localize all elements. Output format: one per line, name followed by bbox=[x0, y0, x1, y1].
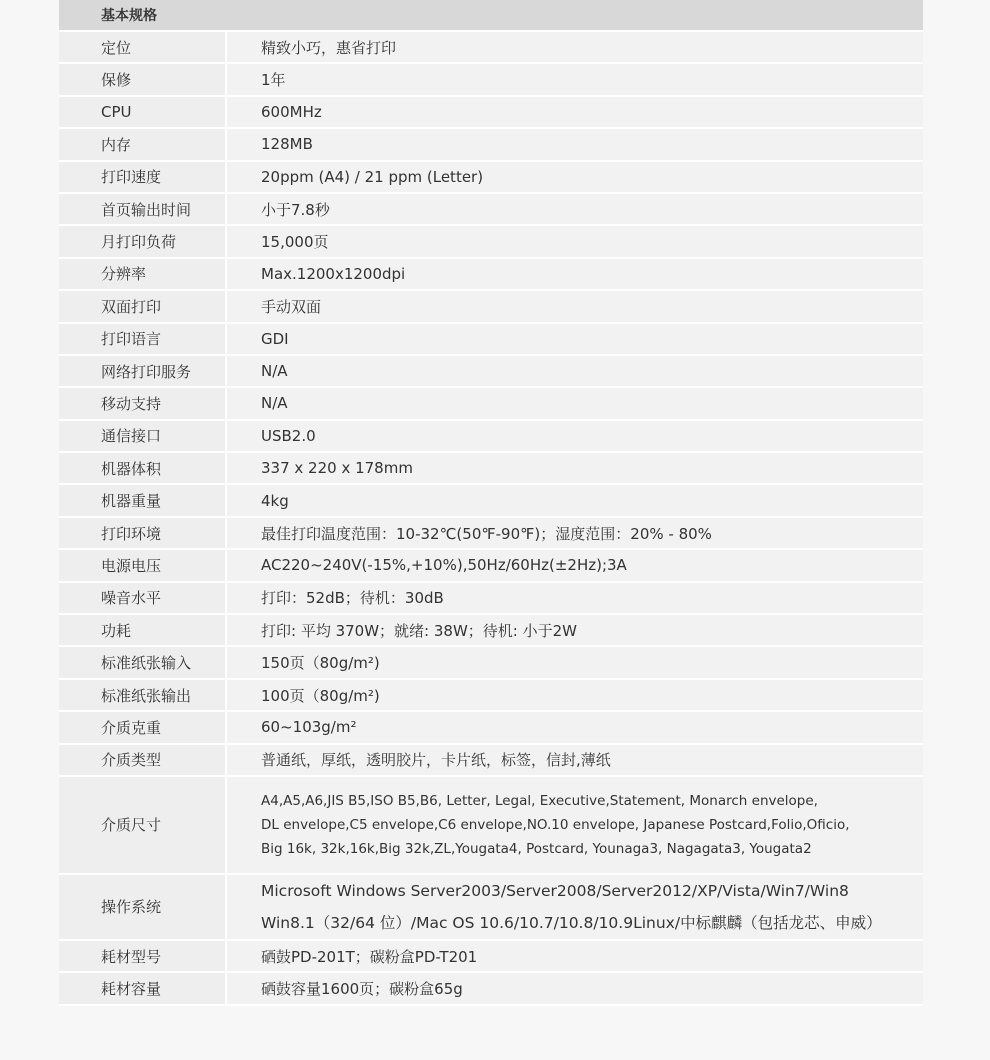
spec-row bbox=[59, 97, 923, 129]
spec-row bbox=[59, 615, 923, 647]
spec-label: 介质尺寸 bbox=[59, 777, 227, 873]
spec-row bbox=[59, 550, 923, 582]
spec-row bbox=[59, 194, 923, 226]
spec-label: 移动支持 bbox=[59, 388, 227, 418]
spec-label: 分辨率 bbox=[59, 259, 227, 289]
spec-label: 保修 bbox=[59, 64, 227, 94]
spec-label: 耗材容量 bbox=[59, 973, 227, 1003]
spec-value: 小于7.8秒 bbox=[227, 194, 923, 224]
spec-row bbox=[59, 356, 923, 388]
spec-value: 150页（80g/m²) bbox=[227, 647, 923, 677]
spec-rows bbox=[59, 32, 923, 777]
spec-value: 精致小巧，惠省打印 bbox=[227, 32, 923, 62]
os-line: Microsoft Windows Server2003/Server2008/Server2012/XP/Vista/Win7/Win8 bbox=[261, 881, 849, 900]
spec-row bbox=[59, 226, 923, 258]
spec-label: 标准纸张输入 bbox=[59, 647, 227, 677]
spec-table bbox=[59, 0, 923, 1006]
spec-value: GDI bbox=[227, 324, 923, 354]
spec-value: 手动双面 bbox=[227, 291, 923, 321]
spec-label: 双面打印 bbox=[59, 291, 227, 321]
spec-value: Max.1200x1200dpi bbox=[227, 259, 923, 289]
spec-label: 机器重量 bbox=[59, 485, 227, 515]
spec-label: 通信接口 bbox=[59, 421, 227, 451]
spec-label: 标准纸张输出 bbox=[59, 680, 227, 710]
spec-value: 普通纸，厚纸，透明胶片，卡片纸，标签，信封,薄纸 bbox=[227, 745, 923, 775]
spec-row bbox=[59, 32, 923, 64]
spec-label: CPU bbox=[59, 97, 227, 127]
spec-label: 机器体积 bbox=[59, 453, 227, 483]
spec-value: 128MB bbox=[227, 129, 923, 159]
spec-row bbox=[59, 745, 923, 777]
spec-value: 打印: 平均 370W；就绪: 38W；待机: 小于2W bbox=[227, 615, 923, 645]
spec-row bbox=[59, 680, 923, 712]
spec-table-header: 基本规格 bbox=[59, 0, 923, 32]
spec-value: N/A bbox=[227, 388, 923, 418]
spec-value: 1年 bbox=[227, 64, 923, 94]
spec-value: 337 x 220 x 178mm bbox=[227, 453, 923, 483]
spec-row-os bbox=[59, 875, 923, 941]
spec-row bbox=[59, 973, 923, 1005]
spec-value: 硒鼓PD-201T；碳粉盒PD-T201 bbox=[227, 941, 923, 971]
spec-row bbox=[59, 162, 923, 194]
spec-row bbox=[59, 64, 923, 96]
spec-row bbox=[59, 291, 923, 323]
spec-label: 打印速度 bbox=[59, 162, 227, 192]
spec-label: 打印环境 bbox=[59, 518, 227, 548]
spec-row-media-size bbox=[59, 777, 923, 875]
spec-label: 月打印负荷 bbox=[59, 226, 227, 256]
spec-value: 4kg bbox=[227, 485, 923, 515]
spec-label: 功耗 bbox=[59, 615, 227, 645]
spec-value: AC220~240V(-15%,+10%),50Hz/60Hz(±2Hz);3A bbox=[227, 550, 923, 580]
media-size-line: Big 16k, 32k,16k,Big 32k,ZL,Yougata4, Postcard, Younaga3, Nagagata3, Yougata2 bbox=[261, 840, 812, 857]
spec-label: 定位 bbox=[59, 32, 227, 62]
spec-label: 首页输出时间 bbox=[59, 194, 227, 224]
spec-row bbox=[59, 324, 923, 356]
spec-row bbox=[59, 712, 923, 744]
spec-value bbox=[227, 875, 923, 939]
media-size-line: DL envelope,C5 envelope,C6 envelope,NO.10 envelope, Japanese Postcard,Folio,Oficio, bbox=[261, 816, 850, 833]
spec-value: USB2.0 bbox=[227, 421, 923, 451]
spec-value: 硒鼓容量1600页；碳粉盒65g bbox=[227, 973, 923, 1003]
spec-tail-rows bbox=[59, 941, 923, 1006]
spec-label: 操作系统 bbox=[59, 875, 227, 939]
spec-row bbox=[59, 388, 923, 420]
spec-row bbox=[59, 941, 923, 973]
spec-row bbox=[59, 485, 923, 517]
spec-label: 网络打印服务 bbox=[59, 356, 227, 386]
media-size-line: A4,A5,A6,JIS B5,ISO B5,B6, Letter, Legal, Executive,Statement, Monarch envelope, bbox=[261, 792, 818, 809]
spec-label: 耗材型号 bbox=[59, 941, 227, 971]
spec-row bbox=[59, 259, 923, 291]
spec-label: 打印语言 bbox=[59, 324, 227, 354]
spec-value: 20ppm (A4) / 21 ppm (Letter) bbox=[227, 162, 923, 192]
spec-value: 600MHz bbox=[227, 97, 923, 127]
spec-value bbox=[227, 777, 923, 873]
spec-value: 最佳打印温度范围：10-32℃(50℉-90℉)；湿度范围：20% - 80% bbox=[227, 518, 923, 548]
spec-row bbox=[59, 518, 923, 550]
spec-label: 噪音水平 bbox=[59, 583, 227, 613]
spec-label: 内存 bbox=[59, 129, 227, 159]
os-line: Win8.1（32/64 位）/Mac OS 10.6/10.7/10.8/10.9Linux/中标麒麟（包括龙芯、申威） bbox=[261, 913, 882, 932]
spec-value: 打印：52dB；待机：30dB bbox=[227, 583, 923, 613]
spec-row bbox=[59, 453, 923, 485]
spec-label: 介质克重 bbox=[59, 712, 227, 742]
spec-row bbox=[59, 647, 923, 679]
spec-label: 介质类型 bbox=[59, 745, 227, 775]
spec-value: 15,000页 bbox=[227, 226, 923, 256]
spec-label: 电源电压 bbox=[59, 550, 227, 580]
spec-value: 60~103g/m² bbox=[227, 712, 923, 742]
spec-row bbox=[59, 583, 923, 615]
spec-row bbox=[59, 129, 923, 161]
spec-row bbox=[59, 421, 923, 453]
spec-value: N/A bbox=[227, 356, 923, 386]
spec-value: 100页（80g/m²) bbox=[227, 680, 923, 710]
